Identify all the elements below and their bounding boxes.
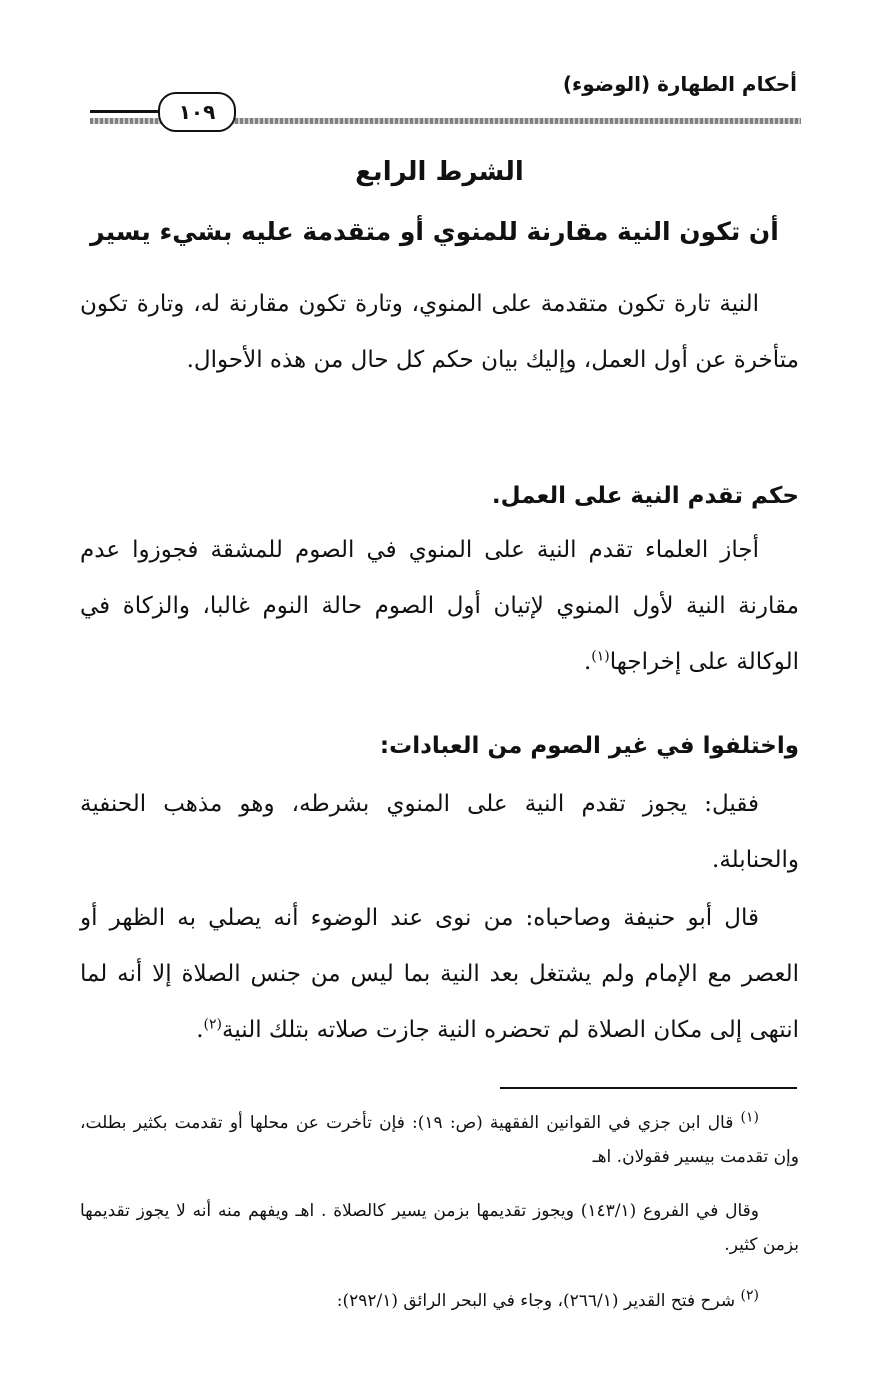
running-title: أحكام الطهارة (الوضوء) <box>562 72 797 96</box>
paragraph-precedence-end: . <box>583 649 592 675</box>
section-subtitle: أن تكون النية مقارنة للمنوي أو متقدمة عليه بشيء يسير <box>90 217 779 246</box>
paragraph-precedence-text: أجاز العلماء تقدم النية على المنوي في الصوم للمشقة فجوزوا عدم مقارنة النية لأول المنوي لإتيان أول الصوم حالة النوم غالبا، والزكاة في الوكالة على إخراجها <box>80 537 799 675</box>
footnote-separator <box>500 1087 797 1089</box>
heading-precedence: حكم تقدم النية على العمل. <box>491 483 799 509</box>
footnote-1-marker: (١) <box>740 1109 760 1126</box>
header-rule-accent <box>90 110 160 113</box>
footnote-2 <box>80 1284 799 1318</box>
paragraph-abu-hanifa-end: . <box>196 1017 204 1043</box>
footnote-ref-1: (١) <box>591 648 610 665</box>
paragraph-abu-hanifa <box>80 890 799 1058</box>
paragraph-abu-hanifa-text: قال أبو حنيفة وصاحباه: من نوى عند الوضوء أنه يصلي به الظهر أو العصر مع الإمام ولم يشتغل بعد النية بما ليس من جنس الصلاة إلا أنه لما انتهى إلى مكان الصلاة لم تحضره النية جازت صلاته بتلك النية <box>80 905 799 1043</box>
section-title: الشرط الرابع <box>355 157 524 187</box>
paragraph-precedence <box>80 522 799 690</box>
heading-disagreement: واختلفوا في غير الصوم من العبادات: <box>379 733 799 759</box>
footnote-1-text: قال ابن جزي في القوانين الفقهية (ص: ١٩): فإن تأخرت عن محلها أو تقدمت بكثير بطلت، وإن تقدمت بيسير فقولان. اهـ <box>80 1113 799 1167</box>
footnote-2-text: شرح فتح القدير (٢٦٦/١)، وجاء في البحر الرائق (٢٩٢/١): <box>336 1291 736 1311</box>
page-number <box>158 92 236 132</box>
footnote-1-continued: وقال في الفروع (١٤٣/١) ويجوز تقديمها بزمن يسير كالصلاة . اهـ ويفهم منه أنه لا يجوز تقديمها بزمن كثير. <box>80 1201 799 1255</box>
footnote-2-marker: (٢) <box>740 1287 759 1304</box>
footnote-ref-2: (٢) <box>203 1016 222 1033</box>
paragraph-opinion: فقيل: يجوز تقدم النية على المنوي بشرطه، وهو مذهب الحنفية والحنابلة. <box>80 791 799 873</box>
intro-paragraph: النية تارة تكون متقدمة على المنوي، وتارة تكون مقارنة له، وتارة تكون متأخرة عن أول العمل، وإليك بيان حكم كل حال من هذه الأحوال. <box>80 291 799 373</box>
page-number-text: ١٠٩ <box>178 100 216 124</box>
footnote-1 <box>80 1106 799 1174</box>
